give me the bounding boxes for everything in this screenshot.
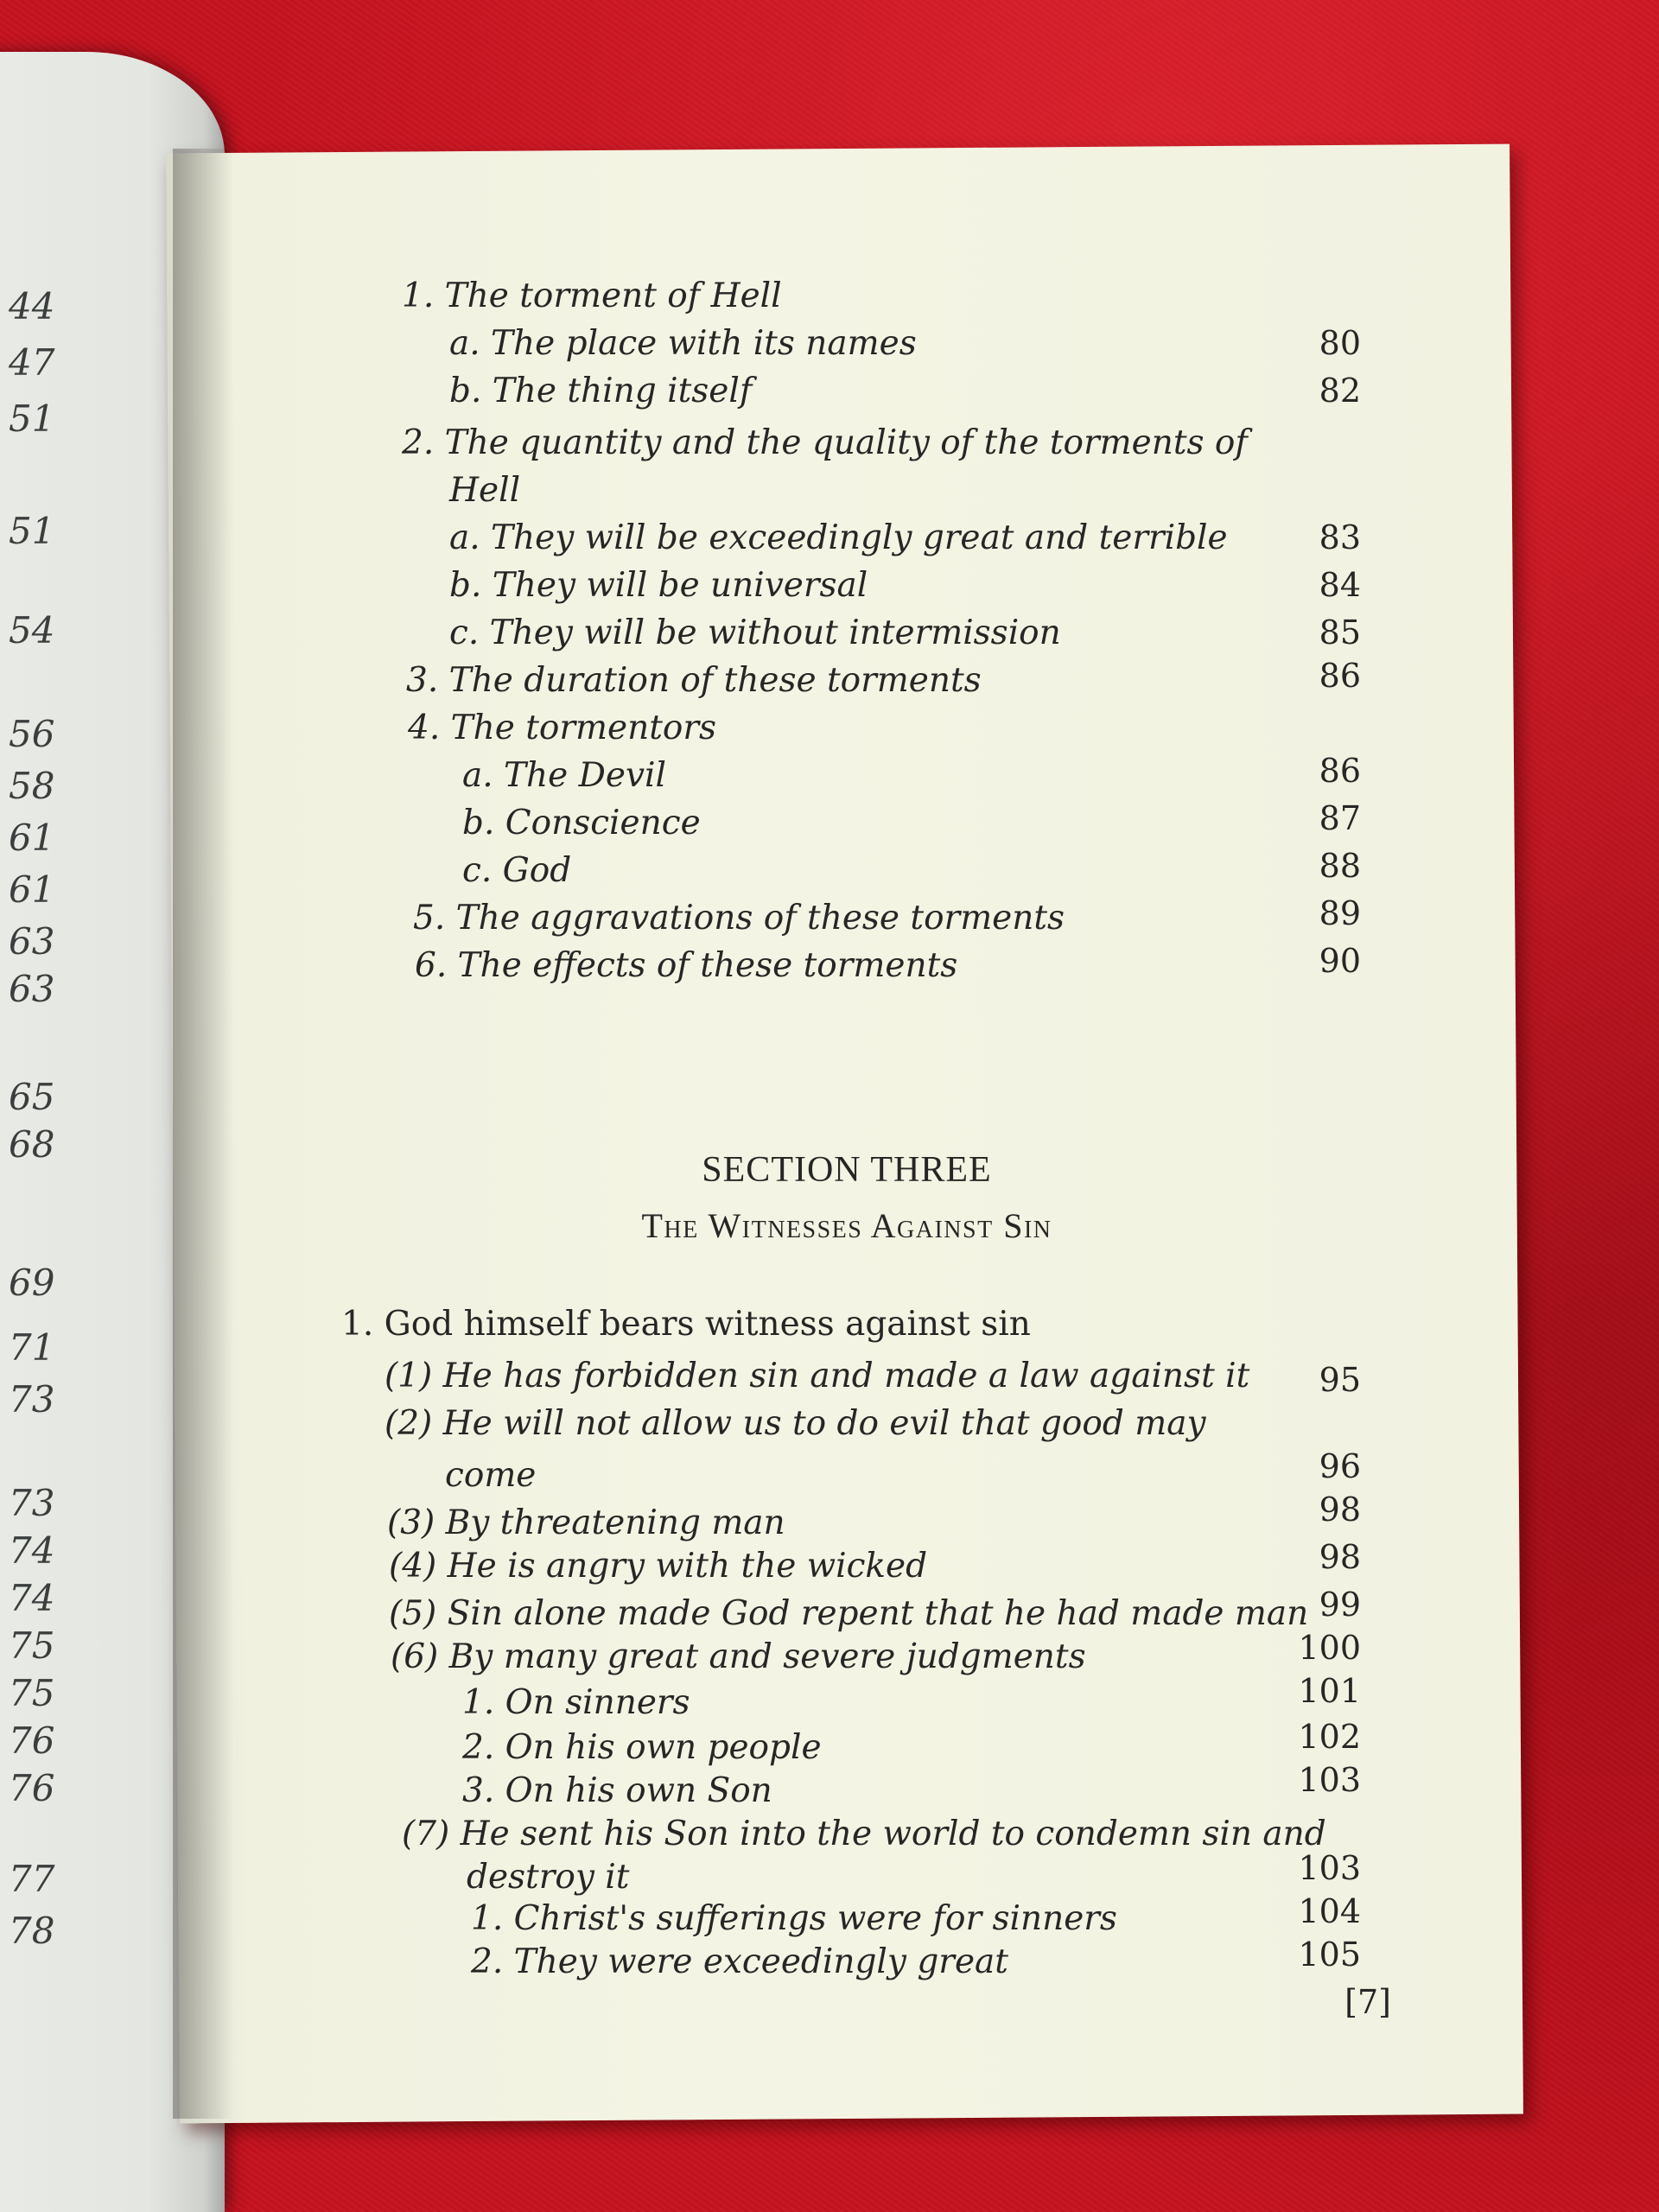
toc-entry: (4) He is angry with the wicked [389, 1547, 928, 1586]
left-page-number: 74 [9, 1577, 55, 1619]
toc-page-number: 85 [1319, 613, 1361, 652]
toc-page-number: 80 [1319, 324, 1361, 362]
left-page-number: 75 [9, 1624, 55, 1667]
toc-entry: 5. The aggravations of these torments [413, 899, 1065, 938]
toc-entry: 3. On his own Son [462, 1771, 772, 1810]
left-page-number: 71 [9, 1326, 55, 1369]
toc-entry: a. The place with its names [449, 324, 917, 363]
left-page-number: 73 [9, 1482, 55, 1524]
toc-entry: 3. The duration of these torments [406, 661, 982, 700]
left-page-number: 63 [9, 968, 55, 1010]
toc-entry: (2) He will not allow us to do evil that good may [385, 1404, 1206, 1443]
toc-page-number: 95 [1319, 1361, 1361, 1399]
toc-entry: (6) By many great and severe judgments [391, 1637, 1086, 1676]
toc-entry: b. They will be universal [449, 566, 868, 605]
left-page-number: 56 [9, 713, 55, 755]
left-page-number: 69 [9, 1262, 55, 1304]
toc-page-number: 86 [1319, 657, 1361, 695]
toc-page-number: 90 [1319, 942, 1361, 980]
left-page-number: 58 [9, 765, 55, 807]
section-title: The Witnesses Against Sin [641, 1206, 1052, 1245]
toc-entry: a. The Devil [462, 756, 666, 795]
toc-page-number: 103 [1298, 1761, 1361, 1799]
toc-entry: Hell [449, 471, 521, 510]
toc-page-number: 88 [1319, 847, 1361, 885]
section-heading: SECTION THREE [702, 1150, 992, 1190]
left-page-number: 51 [9, 510, 55, 552]
toc-page-number: 84 [1319, 566, 1361, 604]
left-page-number: 44 [9, 285, 55, 327]
toc-page-number: 100 [1298, 1629, 1361, 1667]
left-page-number: 74 [9, 1529, 55, 1572]
toc-entry: (7) He sent his Son into the world to condemn sin and [402, 1815, 1326, 1853]
toc-page-number: 86 [1319, 752, 1361, 790]
toc-entry: 1. Christ's sufferings were for sinners [471, 1899, 1117, 1938]
toc-page-number: 89 [1319, 894, 1361, 932]
toc-entry: b. Conscience [462, 804, 701, 842]
left-page-number: 61 [9, 817, 55, 859]
toc-page-number: 82 [1319, 372, 1361, 410]
left-page-number: 77 [9, 1858, 55, 1900]
toc-entry: 4. The tormentors [408, 709, 716, 747]
toc-entry: c. They will be without intermission [449, 613, 1061, 652]
toc-page-number: 105 [1298, 1936, 1361, 1974]
toc-entry: 1. The torment of Hell [402, 276, 782, 315]
left-page-number: 65 [9, 1076, 55, 1118]
toc-entry: (3) By threatening man [387, 1503, 785, 1542]
toc-page-number: 102 [1298, 1718, 1361, 1756]
toc-entry: 1. On sinners [462, 1683, 690, 1722]
toc-entry: a. They will be exceedingly great and terrible [449, 518, 1228, 557]
toc-entry: 2. They were exceedingly great [471, 1942, 1008, 1981]
toc-entry: (5) Sin alone made God repent that he had made man [389, 1594, 1309, 1633]
toc-page-number: 98 [1319, 1538, 1361, 1576]
toc-page-number: 83 [1319, 518, 1361, 556]
left-page-number: 76 [9, 1719, 55, 1762]
toc-entry: come [445, 1456, 537, 1495]
left-page-number: 51 [9, 397, 55, 440]
left-page-number: 61 [9, 868, 55, 911]
left-page-number: 76 [9, 1767, 55, 1809]
left-page-number: 63 [9, 920, 55, 963]
left-page-number: 54 [9, 609, 55, 652]
toc-page-number: 104 [1298, 1892, 1361, 1930]
toc-page-number: 99 [1319, 1586, 1361, 1624]
toc-page-number: 103 [1298, 1849, 1361, 1887]
toc-entry: 6. The effects of these torments [415, 946, 958, 985]
toc-entry: (1) He has forbidden sin and made a law against it [385, 1357, 1250, 1395]
toc-page-number: 87 [1319, 799, 1361, 837]
toc-page-number: 96 [1319, 1447, 1361, 1485]
toc-page-number: 101 [1298, 1672, 1361, 1710]
left-page-number: 78 [9, 1910, 55, 1952]
left-page-number: 47 [9, 341, 55, 384]
toc-page-number: 98 [1319, 1491, 1361, 1529]
left-page-number: 75 [9, 1672, 55, 1714]
toc-entry: b. The thing itself [449, 372, 753, 410]
page-folio: [7] [1344, 1983, 1391, 2021]
toc-entry: 2. The quantity and the quality of the torments of [402, 423, 1248, 462]
left-page-number: 73 [9, 1378, 55, 1421]
left-page-number: 68 [9, 1123, 55, 1166]
toc-entry: 2. On his own people [462, 1728, 822, 1767]
toc-entry: c. God [462, 851, 572, 890]
toc-entry: 1. God himself bears witness against sin [341, 1305, 1031, 1344]
toc-entry: destroy it [467, 1858, 630, 1897]
